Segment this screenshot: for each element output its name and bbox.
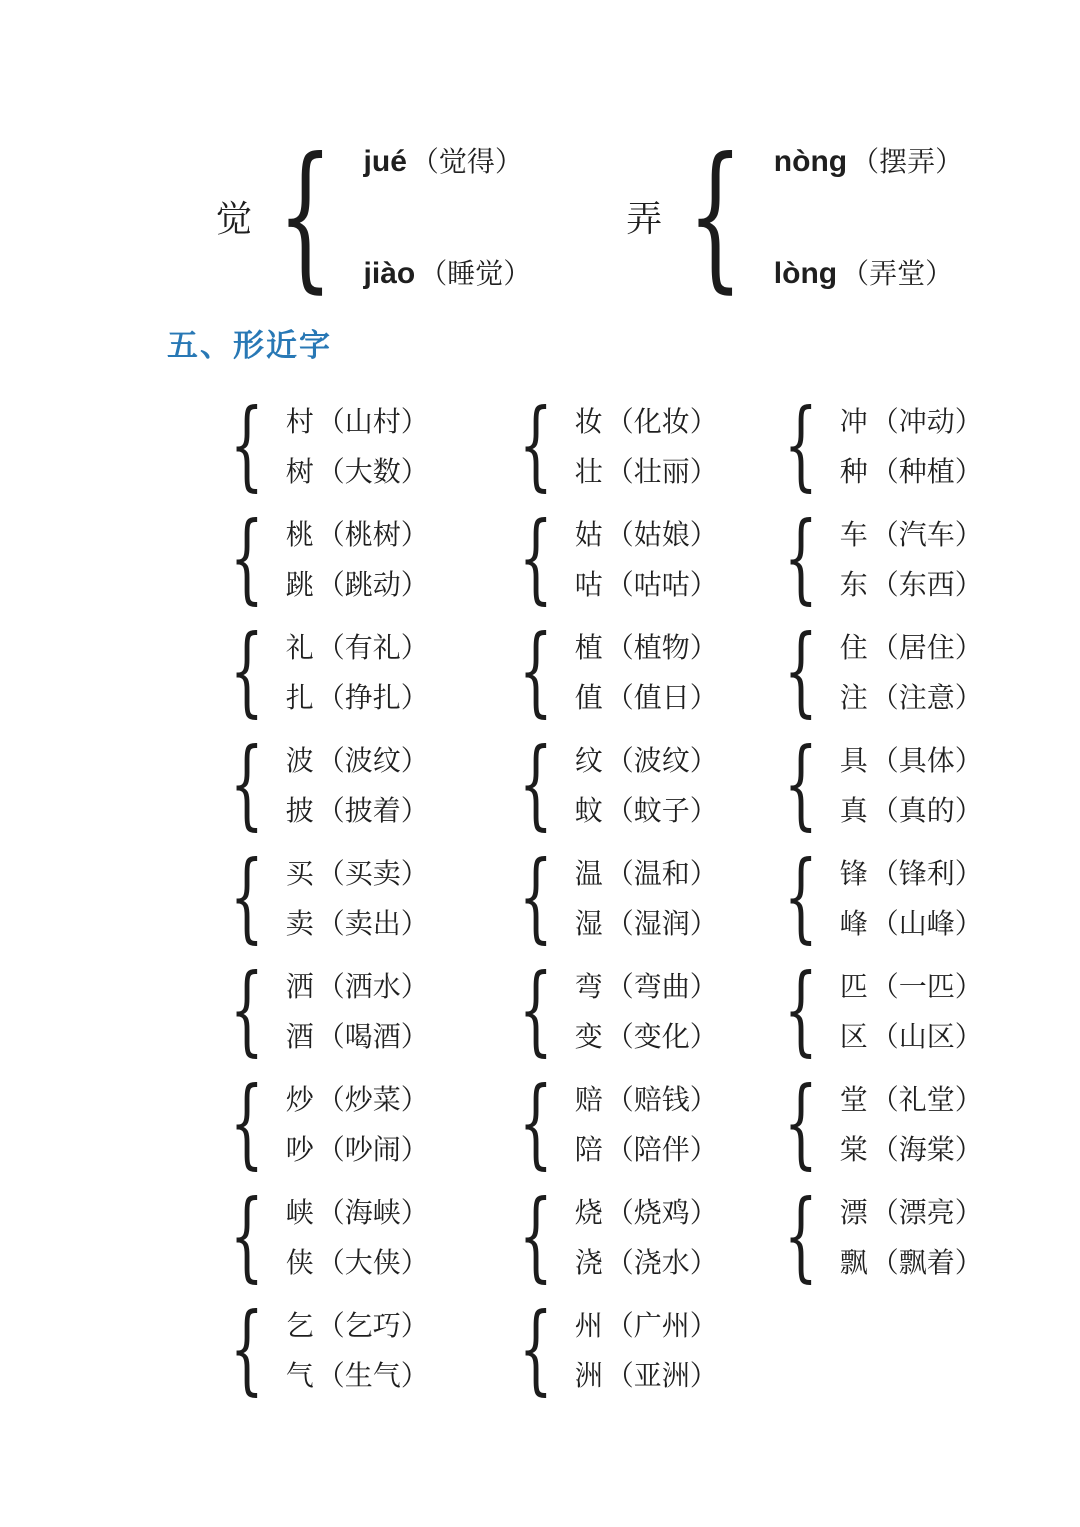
word-text: （真的） <box>870 796 983 827</box>
pinyin-text: jiào <box>363 257 416 290</box>
pair-entry-bottom <box>286 1241 429 1281</box>
word-text: （浇水） <box>605 1248 718 1279</box>
similar-group <box>216 388 505 501</box>
pair-entry-top <box>575 852 718 892</box>
brace-icon: { <box>229 727 264 840</box>
character-text: 吵 <box>285 1135 314 1166</box>
pair-list <box>840 852 983 942</box>
polyphone-group <box>626 124 964 308</box>
similar-group <box>216 1066 505 1179</box>
character-text: 壮 <box>574 457 603 488</box>
character-text: 温 <box>574 859 603 890</box>
pair-list <box>575 1304 718 1394</box>
word-text: （海棠） <box>870 1135 983 1166</box>
word-text: （具体） <box>870 746 983 777</box>
brace-icon: { <box>518 727 553 840</box>
brace-icon: { <box>518 1292 553 1405</box>
brace-icon: { <box>229 840 264 953</box>
pair-entry-top <box>575 1078 718 1118</box>
pair-entry-bottom <box>286 1354 429 1394</box>
word-text: （壮丽） <box>605 457 718 488</box>
pair-list <box>840 1191 983 1281</box>
pair-list <box>286 400 429 490</box>
character-text: 波 <box>285 746 314 777</box>
character-text: 车 <box>839 520 868 551</box>
pair-list <box>286 626 429 716</box>
pair-entry-bottom <box>575 789 718 829</box>
pair-entry-bottom <box>575 1354 718 1394</box>
brace-icon: { <box>783 953 818 1066</box>
pair-entry-bottom <box>840 450 983 490</box>
reading-entry <box>364 140 532 180</box>
word-text: （摆弄） <box>851 147 964 178</box>
word-text: （披着） <box>316 796 429 827</box>
character-text: 变 <box>574 1022 603 1053</box>
pair-entry-top <box>575 400 718 440</box>
word-text: （生气） <box>316 1361 429 1392</box>
reading-entry <box>774 252 963 292</box>
word-text: （冲动） <box>870 407 983 438</box>
character-text: 东 <box>839 570 868 601</box>
pair-list <box>286 513 429 603</box>
brace-icon: { <box>783 1179 818 1292</box>
similar-group <box>505 727 770 840</box>
word-text: （卖出） <box>316 909 429 940</box>
word-text: （飘着） <box>870 1248 983 1279</box>
pair-entry-bottom <box>575 676 718 716</box>
pair-entry-bottom <box>840 1241 983 1281</box>
similar-group <box>770 388 1070 501</box>
pair-list <box>575 852 718 942</box>
word-text: （洒水） <box>316 972 429 1003</box>
similar-group <box>770 1179 1070 1292</box>
character-text: 披 <box>285 796 314 827</box>
pinyin-text: jué <box>363 145 407 178</box>
pair-list <box>575 400 718 490</box>
pair-entry-bottom <box>840 676 983 716</box>
character-text: 炒 <box>285 1085 314 1116</box>
pair-entry-top <box>840 1191 983 1231</box>
character-text: 值 <box>574 683 603 714</box>
pair-entry-bottom <box>286 902 429 942</box>
similar-group <box>505 840 770 953</box>
brace-icon: { <box>518 840 553 953</box>
word-text: （东西） <box>870 570 983 601</box>
pair-entry-top <box>286 400 429 440</box>
word-text: （乞巧） <box>316 1311 429 1342</box>
word-text: （变化） <box>605 1022 718 1053</box>
pair-list <box>286 1304 429 1394</box>
character-text: 村 <box>285 407 314 438</box>
character-text: 姑 <box>574 520 603 551</box>
similar-group <box>505 388 770 501</box>
word-text: （弄堂） <box>841 259 954 290</box>
word-text: （化妆） <box>605 407 718 438</box>
pair-list <box>575 739 718 829</box>
readings-list <box>774 140 963 292</box>
word-text: （蚊子） <box>605 796 718 827</box>
similar-group <box>216 1292 505 1405</box>
pair-list <box>286 1078 429 1168</box>
word-text: （温和） <box>605 859 718 890</box>
pair-entry-bottom <box>286 450 429 490</box>
brace-icon: { <box>783 388 818 501</box>
word-text: （挣扎） <box>316 683 429 714</box>
brace-icon: { <box>518 1066 553 1179</box>
pair-entry-bottom <box>575 450 718 490</box>
brace-icon: { <box>518 953 553 1066</box>
pair-entry-bottom <box>840 563 983 603</box>
pair-entry-top <box>840 626 983 666</box>
similar-group <box>216 614 505 727</box>
word-text: （陪伴） <box>605 1135 718 1166</box>
word-text: （姑娘） <box>605 520 718 551</box>
pair-entry-bottom <box>286 1128 429 1168</box>
similar-grid <box>216 388 1080 1405</box>
character-text: 种 <box>839 457 868 488</box>
brace-icon: { <box>229 501 264 614</box>
pair-list <box>286 852 429 942</box>
word-text: （汽车） <box>870 520 983 551</box>
pair-entry-top <box>840 513 983 553</box>
character-text: 纹 <box>574 746 603 777</box>
pair-entry-bottom <box>286 789 429 829</box>
similar-group <box>505 1292 770 1405</box>
word-text: （锋利） <box>870 859 983 890</box>
similar-group <box>770 501 1070 614</box>
word-text: （山区） <box>870 1022 983 1053</box>
pair-entry-bottom <box>575 1241 718 1281</box>
word-text: （湿润） <box>605 909 718 940</box>
reading-entry <box>774 140 963 180</box>
pair-list <box>286 739 429 829</box>
pair-entry-bottom <box>575 1015 718 1055</box>
similar-group <box>770 727 1070 840</box>
word-text: （山村） <box>316 407 429 438</box>
character-text: 区 <box>839 1022 868 1053</box>
pair-list <box>286 965 429 1055</box>
word-text: （睡觉） <box>419 259 532 290</box>
word-text: （烧鸡） <box>605 1198 718 1229</box>
pair-list <box>575 626 718 716</box>
character-text: 真 <box>839 796 868 827</box>
brace-icon: { <box>229 953 264 1066</box>
character-text: 湿 <box>574 909 603 940</box>
word-text: （山峰） <box>870 909 983 940</box>
word-text: （跳动） <box>316 570 429 601</box>
character-text: 锋 <box>839 859 868 890</box>
pair-list <box>286 1191 429 1281</box>
word-text: （桃树） <box>316 520 429 551</box>
similar-group <box>770 840 1070 953</box>
pair-entry-top <box>840 739 983 779</box>
pinyin-text: lòng <box>773 257 838 290</box>
word-text: （种植） <box>870 457 983 488</box>
word-text: （吵闹） <box>316 1135 429 1166</box>
character-text: 卖 <box>285 909 314 940</box>
pair-entry-top <box>840 852 983 892</box>
pair-entry-top <box>286 1191 429 1231</box>
word-text: （注意） <box>870 683 983 714</box>
readings-list <box>364 140 532 292</box>
pair-entry-top <box>840 400 983 440</box>
brace-icon: { <box>518 614 553 727</box>
pair-entry-top <box>840 965 983 1005</box>
word-text: （买卖） <box>316 859 429 890</box>
pair-entry-bottom <box>286 1015 429 1055</box>
brace-icon: { <box>783 1066 818 1179</box>
pair-entry-top <box>286 852 429 892</box>
word-text: （居住） <box>870 633 983 664</box>
pair-entry-top <box>575 1191 718 1231</box>
pair-entry-top <box>575 1304 718 1344</box>
character-text: 州 <box>574 1311 603 1342</box>
character-text: 乞 <box>285 1311 314 1342</box>
word-text: （植物） <box>605 633 718 664</box>
brace-icon: { <box>783 614 818 727</box>
character-text: 堂 <box>839 1085 868 1116</box>
word-text: （喝酒） <box>316 1022 429 1053</box>
brace-icon: { <box>783 840 818 953</box>
pair-entry-bottom <box>840 902 983 942</box>
brace-icon: { <box>229 614 264 727</box>
pair-list <box>840 1078 983 1168</box>
similar-group <box>505 501 770 614</box>
word-text: （大侠） <box>316 1248 429 1279</box>
word-text: （广州） <box>605 1311 718 1342</box>
pair-entry-top <box>286 513 429 553</box>
similar-group <box>770 953 1070 1066</box>
character-text: 烧 <box>574 1198 603 1229</box>
similar-group <box>216 953 505 1066</box>
word-text: （礼堂） <box>870 1085 983 1116</box>
word-text: （炒菜） <box>316 1085 429 1116</box>
character-text: 冲 <box>839 407 868 438</box>
section-heading: 五、形近字 <box>167 328 332 363</box>
pair-entry-bottom <box>575 563 718 603</box>
similar-group <box>216 1179 505 1292</box>
base-character: 弄 <box>626 198 664 239</box>
character-text: 住 <box>839 633 868 664</box>
similar-group <box>770 1066 1070 1179</box>
character-text: 注 <box>839 683 868 714</box>
word-text: （咕咕） <box>605 570 718 601</box>
brace-icon: { <box>277 124 333 308</box>
pair-list <box>840 400 983 490</box>
character-text: 棠 <box>839 1135 868 1166</box>
similar-group <box>216 727 505 840</box>
brace-icon: { <box>687 124 744 308</box>
polyphone-group <box>216 124 532 308</box>
polyphone-section <box>0 0 1080 308</box>
character-text: 浇 <box>574 1248 603 1279</box>
word-text: （漂亮） <box>870 1198 983 1229</box>
character-text: 峰 <box>839 909 868 940</box>
character-text: 咕 <box>574 570 603 601</box>
pair-entry-top <box>286 965 429 1005</box>
character-text: 植 <box>574 633 603 664</box>
character-text: 具 <box>839 746 868 777</box>
character-text: 买 <box>285 859 314 890</box>
reading-entry <box>364 252 532 292</box>
character-text: 树 <box>285 457 314 488</box>
pair-entry-bottom <box>840 1128 983 1168</box>
character-text: 赔 <box>574 1085 603 1116</box>
pinyin-text: nòng <box>773 145 848 178</box>
pair-entry-top <box>286 1078 429 1118</box>
character-text: 匹 <box>839 972 868 1003</box>
similar-group <box>505 1179 770 1292</box>
word-text: （波纹） <box>605 746 718 777</box>
character-text: 漂 <box>839 1198 868 1229</box>
word-text: （觉得） <box>410 147 523 178</box>
base-character: 觉 <box>216 198 254 239</box>
character-text: 酒 <box>285 1022 314 1053</box>
brace-icon: { <box>229 1292 264 1405</box>
word-text: （赔钱） <box>605 1085 718 1116</box>
pair-entry-bottom <box>286 676 429 716</box>
pair-entry-top <box>575 739 718 779</box>
pair-entry-top <box>840 1078 983 1118</box>
pair-entry-bottom <box>575 1128 718 1168</box>
character-text: 跳 <box>285 570 314 601</box>
character-text: 扎 <box>285 683 314 714</box>
word-text: （亚洲） <box>605 1361 718 1392</box>
pair-list <box>840 626 983 716</box>
pair-list <box>840 513 983 603</box>
character-text: 妆 <box>574 407 603 438</box>
pair-entry-bottom <box>286 563 429 603</box>
pair-entry-top <box>286 739 429 779</box>
pair-list <box>575 1191 718 1281</box>
character-text: 峡 <box>285 1198 314 1229</box>
pair-entry-top <box>286 1304 429 1344</box>
character-text: 洒 <box>285 972 314 1003</box>
pair-list <box>840 965 983 1055</box>
pair-entry-top <box>575 513 718 553</box>
similar-group <box>505 953 770 1066</box>
brace-icon: { <box>229 1066 264 1179</box>
brace-icon: { <box>783 501 818 614</box>
brace-icon: { <box>229 1179 264 1292</box>
brace-icon: { <box>229 388 264 501</box>
pair-entry-top <box>575 965 718 1005</box>
word-text: （有礼） <box>316 633 429 664</box>
character-text: 飘 <box>839 1248 868 1279</box>
similar-group <box>216 501 505 614</box>
character-text: 桃 <box>285 520 314 551</box>
character-text: 洲 <box>574 1361 603 1392</box>
pair-list <box>840 739 983 829</box>
pair-list <box>575 1078 718 1168</box>
character-text: 礼 <box>285 633 314 664</box>
character-text: 陪 <box>574 1135 603 1166</box>
pair-entry-top <box>286 626 429 666</box>
brace-icon: { <box>518 1179 553 1292</box>
character-text: 弯 <box>574 972 603 1003</box>
character-text: 气 <box>285 1361 314 1392</box>
word-text: （弯曲） <box>605 972 718 1003</box>
brace-icon: { <box>518 388 553 501</box>
pair-list <box>575 513 718 603</box>
brace-icon: { <box>783 727 818 840</box>
word-text: （海峡） <box>316 1198 429 1229</box>
pair-entry-top <box>575 626 718 666</box>
word-text: （一匹） <box>870 972 983 1003</box>
similar-group <box>505 614 770 727</box>
character-text: 蚊 <box>574 796 603 827</box>
similar-group <box>770 614 1070 727</box>
similar-group <box>216 840 505 953</box>
word-text: （值日） <box>605 683 718 714</box>
word-text: （波纹） <box>316 746 429 777</box>
pair-entry-bottom <box>575 902 718 942</box>
word-text: （大数） <box>316 457 429 488</box>
pair-entry-bottom <box>840 789 983 829</box>
character-text: 侠 <box>285 1248 314 1279</box>
pair-entry-bottom <box>840 1015 983 1055</box>
similar-group <box>505 1066 770 1179</box>
pair-list <box>575 965 718 1055</box>
brace-icon: { <box>518 501 553 614</box>
